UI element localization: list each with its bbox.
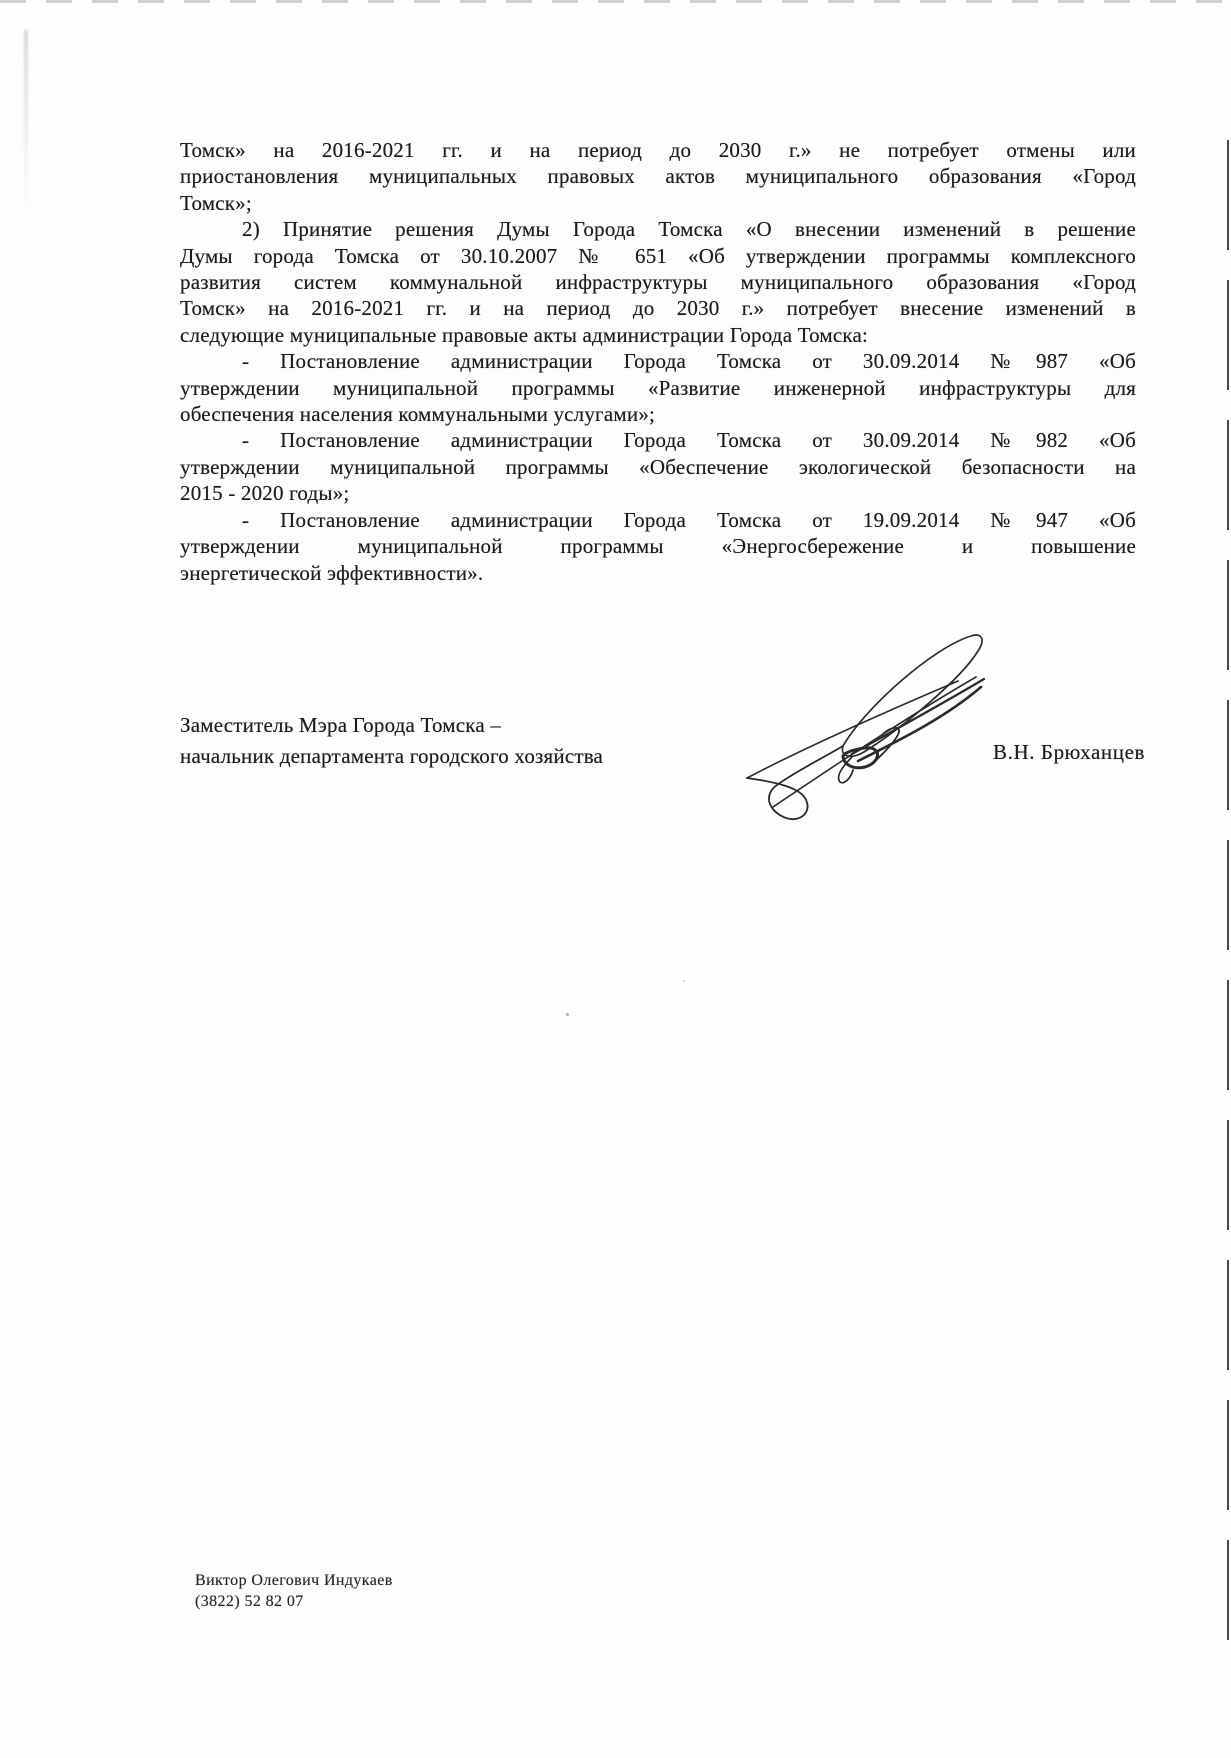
text-line: утверждении муниципальной программы «Энергосбережение и повышение <box>180 534 1136 559</box>
text-line: Томск» на 2016-2021 гг. и на период до 2030 г.» потребует внесение изменений в <box>180 296 1136 321</box>
signature-icon <box>640 598 1000 838</box>
scan-artifact-right-edge <box>1227 140 1229 1640</box>
footer-contact-name: Виктор Олегович Индукаев <box>195 1572 393 1589</box>
scan-artifact-top-edge <box>0 0 1231 3</box>
scan-artifact-left-smudge <box>24 30 28 215</box>
text-line: 2) Принятие решения Думы Города Томска «О внесении изменений в решение <box>242 217 1136 242</box>
signatory-title-line2: начальник департамента городского хозяйства <box>180 744 604 768</box>
text-line: Томск»; <box>180 190 252 215</box>
signatory-title-line1: Заместитель Мэра Города Томска – <box>180 713 502 737</box>
text-line: энергетической эффективности». <box>180 560 484 585</box>
signatory-title <box>180 710 603 772</box>
text-line: утверждении муниципальной программы «Обеспечение экологической безопасности на <box>180 454 1136 479</box>
text-line: приостановления муниципальных правовых актов муниципального образования «Город <box>180 164 1136 189</box>
scan-speck <box>566 1013 569 1016</box>
text-line: Думы города Томска от 30.10.2007 № 651 «Об утверждении программы комплексного <box>180 243 1136 268</box>
footer-contact <box>195 1570 393 1612</box>
footer-contact-phone: (3822) 52 82 07 <box>195 1593 304 1610</box>
signer-name: В.Н. Брюханцев <box>993 740 1146 764</box>
text-line: обеспечения населения коммунальными услугами»; <box>180 402 656 427</box>
text-line: Томск» на 2016-2021 гг. и на период до 2030 г.» не потребует отмены или <box>180 138 1136 162</box>
text-line: - Постановление администрации Города Томска от 30.09.2014 №982 «Об <box>242 428 1136 453</box>
text-line: развития систем коммунальной инфраструктуры муниципального образования «Город <box>180 270 1136 295</box>
text-line: следующие муниципальные правовые акты администрации Города Томска: <box>180 322 869 347</box>
document-body <box>180 137 1136 586</box>
text-line: 2015 - 2020 годы»; <box>180 481 350 506</box>
text-line: - Постановление администрации Города Томска от 19.09.2014 №947 «Об <box>242 507 1136 532</box>
scan-speck <box>683 980 685 982</box>
text-line: - Постановление администрации Города Томска от 30.09.2014 №987 «Об <box>242 349 1136 374</box>
text-line: утверждении муниципальной программы «Развитие инженерной инфраструктуры для <box>180 375 1136 400</box>
